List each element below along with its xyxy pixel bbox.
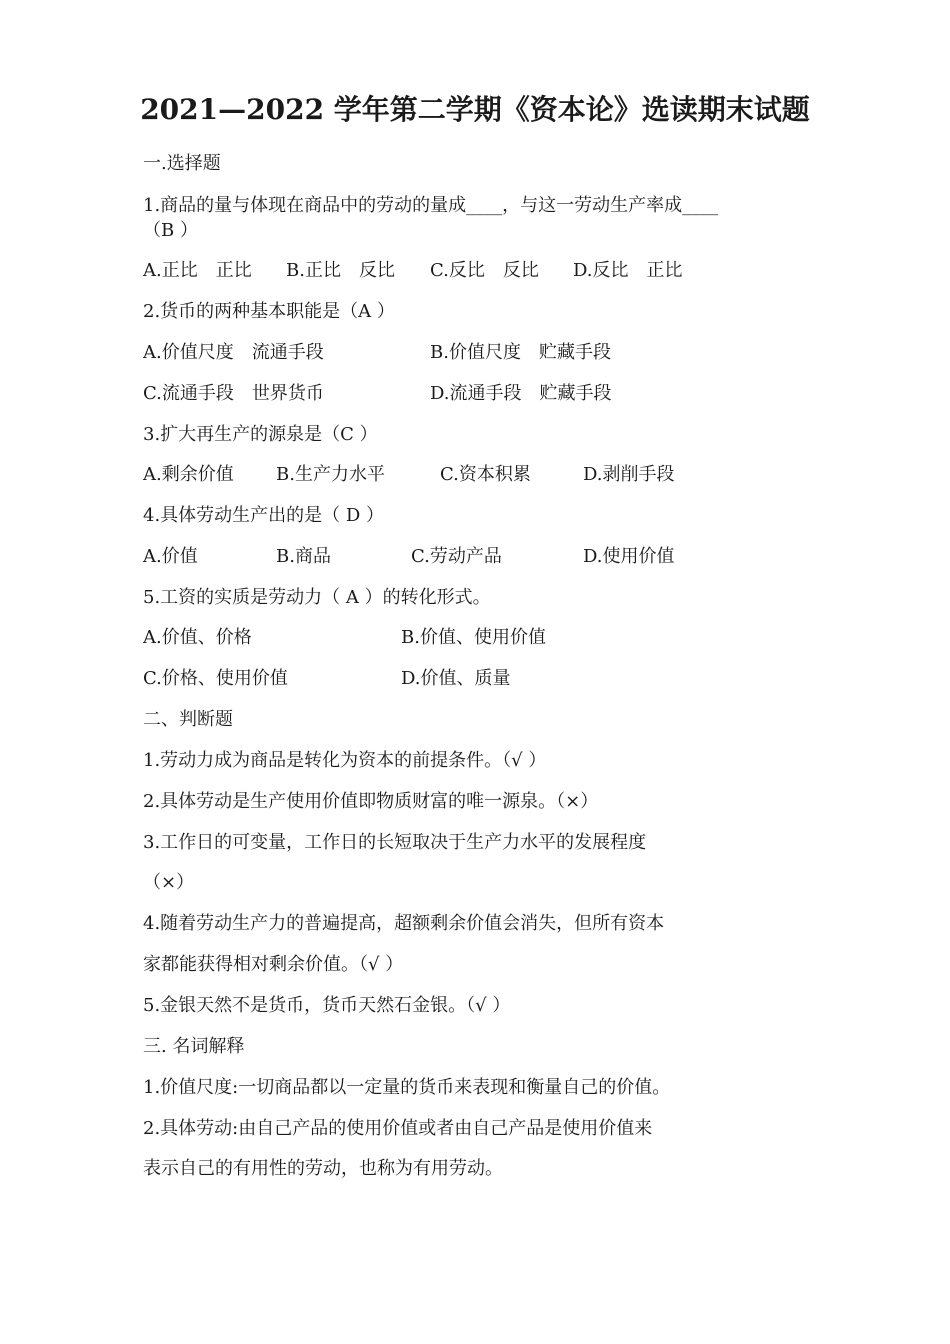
term-definition: 1.价值尺度:一切商品都以一定量的货币来表现和衡量自己的价值。 xyxy=(143,1077,671,1098)
judgement-item-continued: 家都能获得相对剩余价值。（√ ） xyxy=(143,954,404,975)
question-2-option-a: A.价值尺度 流通手段 xyxy=(143,342,324,363)
question-1-option-d: D.反比 正比 xyxy=(573,260,683,281)
question-2-text: 2.货币的两种基本职能是（A ） xyxy=(143,301,395,322)
judgement-item: 3.工作日的可变量，工作日的长短取决于生产力水平的发展程度 xyxy=(143,832,647,853)
question-2-option-b: B.价值尺度 贮藏手段 xyxy=(430,342,611,363)
question-5-text: 5.工资的实质是劳动力（ A ）的转化形式。 xyxy=(143,587,491,608)
question-1-option-a: A.正比 正比 xyxy=(143,260,252,281)
question-4-option-d: D.使用价值 xyxy=(583,546,675,567)
question-5-option-a: A.价值、价格 xyxy=(143,627,252,648)
question-2-option-d: D.流通手段 贮藏手段 xyxy=(430,383,612,404)
section-heading-judgement: 二、判断题 xyxy=(143,709,233,730)
page-title: 2021—2022 学年第二学期《资本论》选读期末试题 xyxy=(140,93,810,126)
judgement-item: 5.金银天然不是货币，货币天然石金银。（√ ） xyxy=(143,995,511,1016)
question-1-option-c: C.反比 反比 xyxy=(430,260,539,281)
question-5-option-b: B.价值、使用价值 xyxy=(401,627,546,648)
question-3-text: 3.扩大再生产的源泉是（C ） xyxy=(143,424,378,445)
question-3-option-d: D.剥削手段 xyxy=(583,464,675,485)
section-heading-choice: 一.选择题 xyxy=(143,153,221,174)
judgement-item: 1.劳动力成为商品是转化为资本的前提条件。（√ ） xyxy=(143,750,547,771)
term-definition: 2.具体劳动:由自己产品的使用价值或者由自己产品是使用价值来 xyxy=(143,1118,653,1139)
section-heading-terms: 三. 名词解释 xyxy=(143,1036,245,1057)
question-1-text: 1.商品的量与体现在商品中的劳动的量成____，与这一劳动生产率成____ xyxy=(143,195,719,216)
judgement-item: 4.随着劳动生产力的普遍提高，超额剩余价值会消失，但所有资本 xyxy=(143,913,665,934)
question-2-option-c: C.流通手段 世界货币 xyxy=(143,383,324,404)
question-5-option-d: D.价值、质量 xyxy=(401,668,511,689)
question-4-text: 4.具体劳动生产出的是（ D ） xyxy=(143,505,385,526)
question-1-option-b: B.正比 反比 xyxy=(286,260,395,281)
question-5-option-c: C.价格、使用价值 xyxy=(143,668,288,689)
question-4-option-b: B.商品 xyxy=(276,546,331,567)
question-4-option-c: C.劳动产品 xyxy=(411,546,502,567)
question-4-option-a: A.价值 xyxy=(143,546,198,567)
term-definition-continued: 表示自己的有用性的劳动，也称为有用劳动。 xyxy=(143,1158,503,1179)
judgement-item-answer: （×） xyxy=(143,872,195,893)
question-3-option-a: A.剩余价值 xyxy=(143,464,234,485)
judgement-item: 2.具体劳动是生产使用价值即物质财富的唯一源泉。（×） xyxy=(143,791,599,812)
question-1-answer: （B ） xyxy=(143,220,198,241)
question-3-option-b: B.生产力水平 xyxy=(276,464,385,485)
question-3-option-c: C.资本积累 xyxy=(440,464,531,485)
